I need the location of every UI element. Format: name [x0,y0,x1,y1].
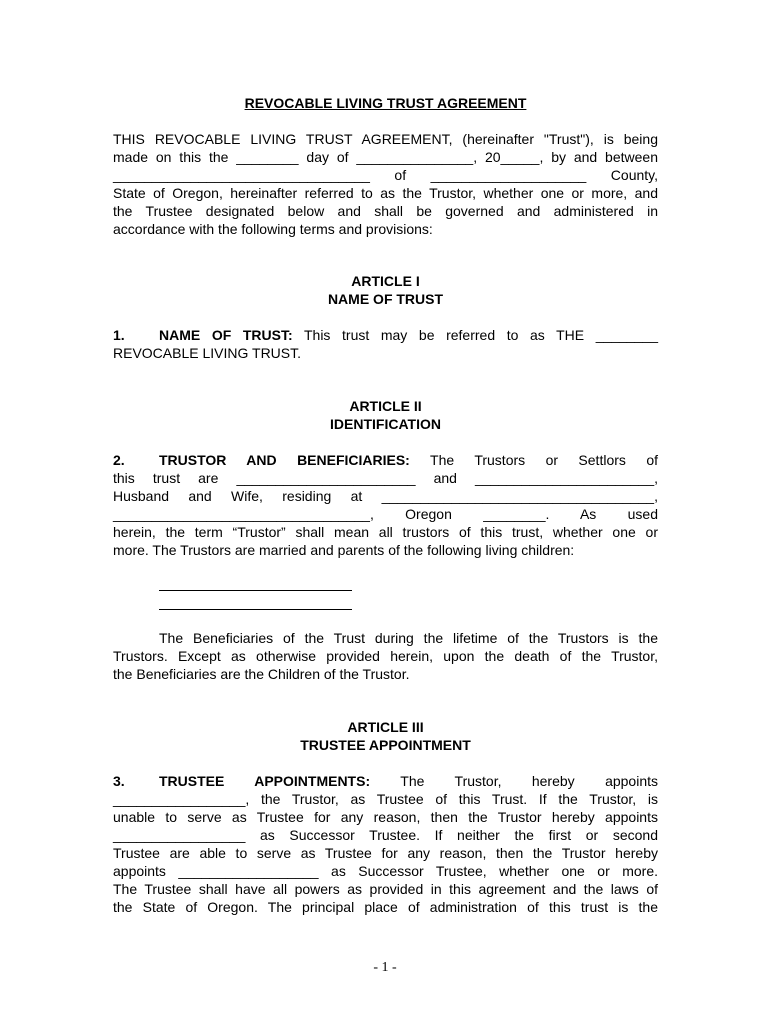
article-1-number: ARTICLE I [351,273,420,289]
article-3-line: The Trustee shall have all powers as provided in this agreement and the laws of [113,881,658,897]
article-2-title: IDENTIFICATION [330,416,441,432]
section-text: This trust may be referred to as THE ________ [292,327,659,343]
article-2-paragraph [113,451,658,559]
beneficiaries-line: the Beneficiaries are the Children of the Trustor. [113,666,410,682]
article-1-line: REVOCABLE LIVING TRUST. [113,345,302,361]
page-number: - 1 - [373,960,397,975]
article-2-line: herein, the term “Trustor” shall mean all trustors of this trust, whether one or [113,524,658,540]
intro-line: _________________________________ of ____________________ County, [113,167,658,183]
article-2-line: Husband and Wife, residing at ___________________________________, [113,488,658,504]
article-3-line: Trustee are able to serve as Trustee for any reason, then the Trustor hereby [113,845,658,861]
child-name-blank [159,590,352,591]
intro-line: State of Oregon, hereinafter referred to as the Trustor, whether one or more, and [113,185,658,201]
article-2-heading [113,397,658,433]
section-label: TRUSTEE APPOINTMENTS: [159,773,371,789]
section-text: The Trustor, hereby appoints [400,773,658,789]
section-number: 3. [113,773,125,789]
intro-line: THIS REVOCABLE LIVING TRUST AGREEMENT, (hereinafter "Trust"), is being [113,131,658,147]
beneficiaries-line: Trustors. Except as otherwise provided herein, upon the death of the Trustor, [113,648,658,664]
section-text: The Trustors or Settlors of [430,452,658,468]
article-2-line [113,451,658,469]
section-label: NAME OF TRUST: [159,327,293,343]
document-title: REVOCABLE LIVING TRUST AGREEMENT [244,95,527,111]
article-3-line: appoints __________________ as Successor Trustee, whether one or more. [113,863,658,879]
beneficiaries-line: The Beneficiaries of the Trust during the lifetime of the Trustors is the [159,630,658,646]
article-1-line [113,326,658,344]
article-3-line [113,772,658,790]
section-label: TRUSTOR AND BENEFICIARIES: [159,452,410,468]
intro-line: made on this the ________ day of _______________, 20_____, by and between [113,149,658,165]
article-3-line: _________________, the Trustor, as Trustee of this Trust. If the Trustor, is [113,791,658,807]
section-number: 2. [113,452,125,468]
article-1-heading [113,272,658,308]
article-2-line: this trust are _______________________ and _______________________, [113,470,658,486]
article-3-paragraph [113,772,658,916]
intro-line: accordance with the following terms and provisions: [113,221,433,237]
article-2-number: ARTICLE II [349,398,422,414]
article-1-paragraph [113,326,658,362]
intro-paragraph [113,130,658,238]
article-2-line: more. The Trustors are married and parents of the following living children: [113,542,575,558]
article-1-title: NAME OF TRUST [327,291,444,307]
article-2-line: _________________________________, Oregon ________. As used [113,506,658,522]
intro-line: the Trustee designated below and shall be governed and administered in [113,203,658,219]
article-3-line: _________________ as Successor Trustee. If neither the first or second [113,827,658,843]
beneficiaries-paragraph [113,629,658,683]
article-3-number: ARTICLE III [347,719,424,735]
child-name-blank [159,609,352,610]
section-number: 1. [113,327,125,343]
article-3-heading [113,718,658,754]
article-3-line: unable to serve as Trustee for any reason, then the Trustor hereby appoints [113,809,658,825]
article-3-line: the State of Oregon. The principal place of administration of this trust is the [113,899,658,915]
article-3-title: TRUSTEE APPOINTMENT [300,737,471,753]
